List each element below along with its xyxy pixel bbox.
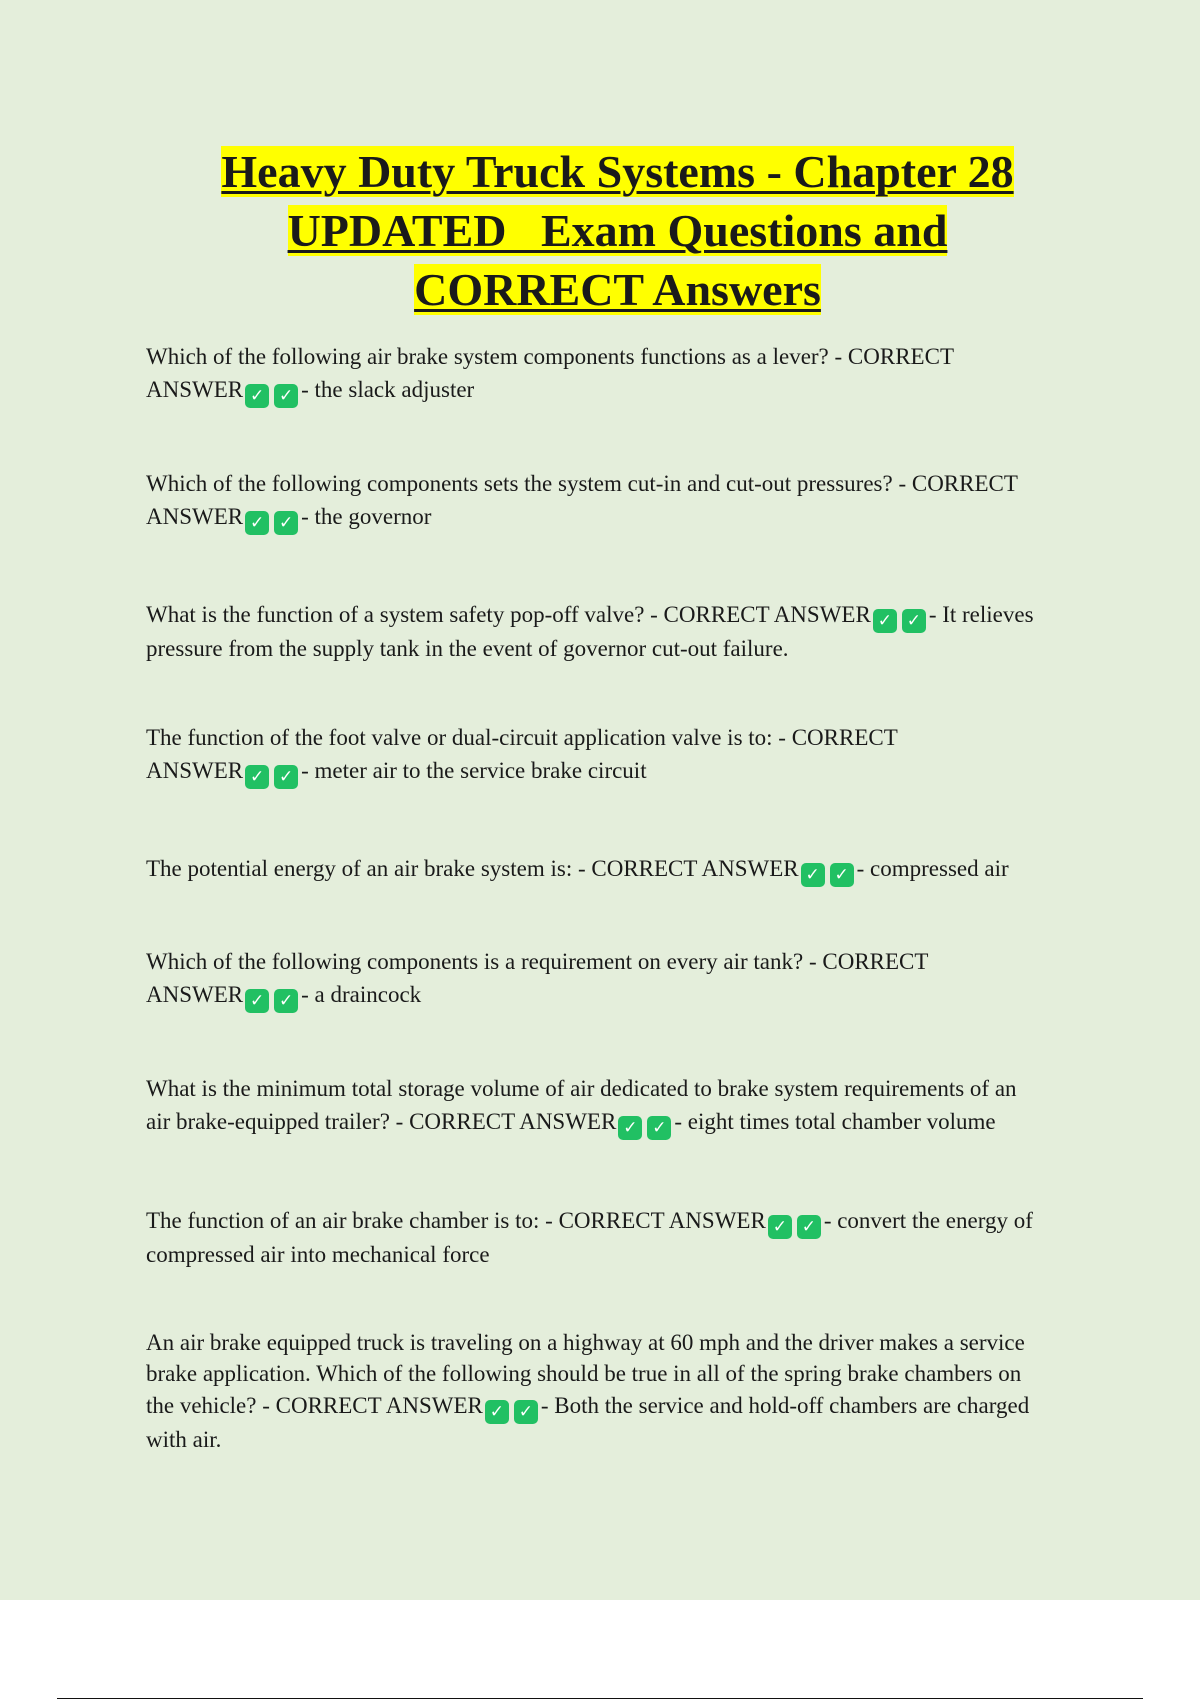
answer-continuation: with air. — [146, 1427, 222, 1452]
qa-item — [146, 598, 1091, 664]
footer-divider — [57, 1698, 1143, 1699]
question-line: Which of the following components sets the system cut-in and cut-out pressures? - CORRECT — [146, 471, 1018, 496]
green-check-icon — [245, 511, 269, 535]
question-line: the vehicle? - CORRECT ANSWER✓✓ - Both the service and hold-off chambers are charged — [146, 1389, 1091, 1424]
green-check-icon — [797, 1215, 821, 1239]
answer-continuation: pressure from the supply tank in the event of governor cut-out failure. — [146, 636, 789, 661]
answer-text: - meter air to the service brake circuit — [301, 758, 647, 783]
green-check-icon — [274, 765, 298, 789]
question-line: Which of the following components is a requirement on every air tank? - CORRECT — [146, 949, 929, 974]
qa-item — [146, 1204, 1091, 1270]
qa-item — [146, 1072, 1091, 1140]
green-check-icon — [245, 989, 269, 1013]
question-line: What is the function of a system safety pop-off valve? - CORRECT ANSWER✓✓ - It relieves — [146, 598, 1091, 633]
question-line: Which of the following air brake system components functions as a lever? - CORRECT — [146, 344, 954, 369]
answer-text: - the slack adjuster — [301, 377, 475, 402]
question-line: What is the minimum total storage volume of air dedicated to brake system requirements of an — [146, 1076, 1017, 1101]
green-check-icon — [245, 765, 269, 789]
document-title — [60, 142, 1175, 319]
question-line: ANSWER✓✓ - meter air to the service brake circuit — [146, 754, 1091, 789]
question-line: The function of an air brake chamber is to: - CORRECT ANSWER✓✓ - convert the energy of — [146, 1204, 1091, 1239]
qa-item — [146, 340, 1091, 408]
question-line: The potential energy of an air brake system is: - CORRECT ANSWER✓✓ - compressed air — [146, 852, 1091, 887]
green-check-icon — [274, 511, 298, 535]
question-line: ANSWER✓✓ - the governor — [146, 500, 1091, 535]
answer-continuation: compressed air into mechanical force — [146, 1242, 490, 1267]
question-line: An air brake equipped truck is traveling on a highway at 60 mph and the driver makes a service — [146, 1330, 1025, 1355]
qa-item — [146, 945, 1091, 1013]
title-line: UPDATED Exam Questions and — [287, 205, 948, 256]
answer-text: - It relieves — [928, 602, 1034, 627]
qa-item — [146, 852, 1091, 887]
answer-text: - Both the service and hold-off chambers are charged — [540, 1393, 1030, 1418]
question-line: air brake-equipped trailer? - CORRECT ANSWER✓✓ - eight times total chamber volume — [146, 1105, 1091, 1140]
question-line: ANSWER✓✓ - a draincock — [146, 978, 1091, 1013]
green-check-icon — [245, 384, 269, 408]
green-check-icon — [647, 1116, 671, 1140]
green-check-icon — [618, 1116, 642, 1140]
question-line: brake application. Which of the following should be true in all of the spring brake chambers on — [146, 1361, 1022, 1386]
green-check-icon — [830, 863, 854, 887]
green-check-icon — [902, 609, 926, 633]
green-check-icon — [768, 1215, 792, 1239]
question-line: The function of the foot valve or dual-circuit application valve is to: - CORRECT — [146, 725, 898, 750]
green-check-icon — [514, 1400, 538, 1424]
title-line: CORRECT Answers — [414, 264, 821, 315]
answer-text: - the governor — [301, 504, 432, 529]
qa-item — [146, 1327, 1091, 1455]
answer-text: - compressed air — [856, 856, 1009, 881]
green-check-icon — [485, 1400, 509, 1424]
answer-text: - a draincock — [301, 982, 422, 1007]
green-check-icon — [801, 863, 825, 887]
green-check-icon — [873, 609, 897, 633]
green-check-icon — [274, 989, 298, 1013]
title-line: Heavy Duty Truck Systems - Chapter 28 — [221, 146, 1014, 197]
qa-item — [146, 721, 1091, 789]
answer-text: - eight times total chamber volume — [674, 1109, 996, 1134]
green-check-icon — [274, 384, 298, 408]
answer-text: - convert the energy of — [823, 1208, 1033, 1233]
question-line: ANSWER✓✓ - the slack adjuster — [146, 373, 1091, 408]
qa-item — [146, 467, 1091, 535]
